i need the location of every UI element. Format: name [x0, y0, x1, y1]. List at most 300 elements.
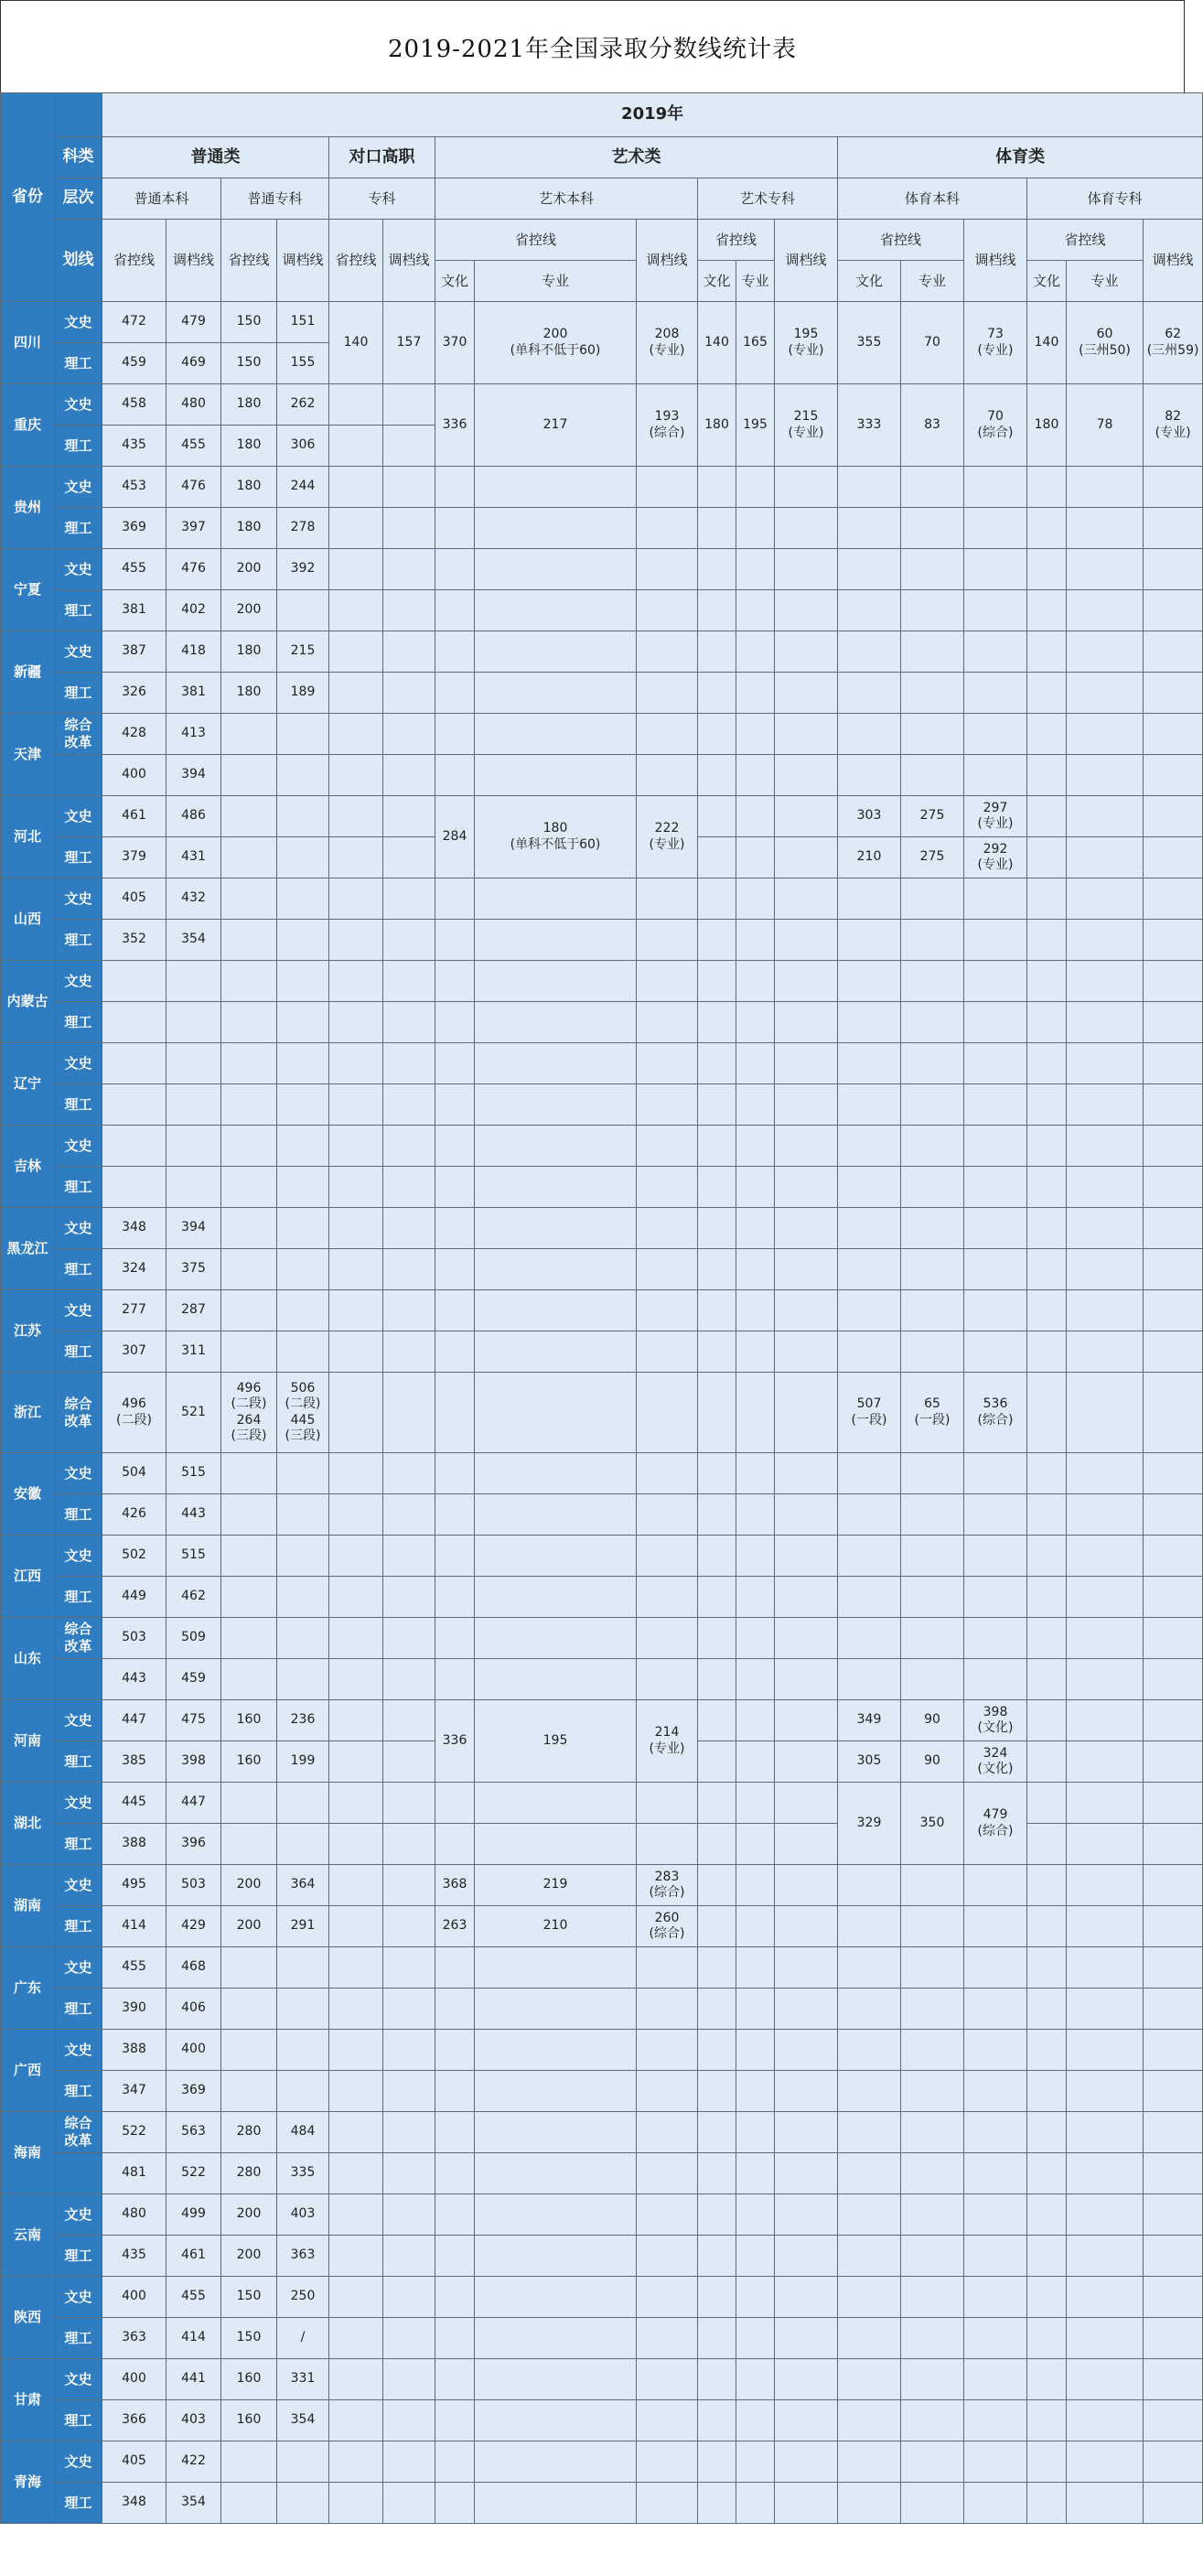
score-cell	[277, 1453, 329, 1494]
score-cell	[698, 2030, 736, 2071]
score-cell	[475, 673, 637, 714]
table-row	[1, 1453, 1203, 1494]
score-cell	[838, 1536, 901, 1577]
score-cell	[736, 2441, 775, 2483]
score-cell	[964, 631, 1027, 673]
score-cell	[1144, 1126, 1203, 1167]
score-cell	[435, 1947, 475, 1989]
score-cell	[775, 1741, 838, 1783]
score-cell	[1144, 1659, 1203, 1700]
score-cell	[329, 1783, 383, 1824]
score-cell	[637, 631, 698, 673]
table-row	[1, 1865, 1203, 1906]
score-cell	[329, 1208, 383, 1249]
score-cell	[221, 2030, 277, 2071]
line-wenhua: 文化	[698, 261, 736, 302]
score-cell	[329, 1126, 383, 1167]
score-cell: 366	[102, 2400, 166, 2441]
score-cell: 354	[277, 2400, 329, 2441]
score-cell: 445	[102, 1783, 166, 1824]
score-cell	[736, 1783, 775, 1824]
score-cell	[475, 1824, 637, 1865]
table-row	[1, 2483, 1203, 2524]
score-cell: 499	[166, 2194, 221, 2236]
score-cell	[698, 508, 736, 549]
score-cell: 140	[1027, 302, 1067, 384]
score-cell	[637, 1824, 698, 1865]
score-cell: /	[277, 2318, 329, 2359]
score-cell	[736, 1373, 775, 1453]
score-cell	[1027, 1373, 1067, 1453]
score-cell	[637, 1989, 698, 2030]
score-cell	[475, 1126, 637, 1167]
score-cell: 381	[102, 590, 166, 631]
score-cell	[221, 1453, 277, 1494]
score-cell	[838, 1453, 901, 1494]
score-cell	[901, 1536, 964, 1577]
score-cell	[775, 2318, 838, 2359]
score-cell	[102, 1043, 166, 1084]
table-row	[1, 1373, 1203, 1453]
score-cell	[435, 673, 475, 714]
score-cell	[1144, 1043, 1203, 1084]
score-cell: 78	[1067, 384, 1144, 467]
score-cell	[901, 590, 964, 631]
score-cell	[838, 2153, 901, 2194]
score-cell	[637, 1947, 698, 1989]
score-cell	[383, 1947, 435, 1989]
score-cell	[775, 1373, 838, 1453]
score-cell	[901, 1002, 964, 1043]
score-cell	[1067, 1290, 1144, 1331]
score-cell: 363	[277, 2236, 329, 2277]
score-cell: 428	[102, 714, 166, 755]
score-cell	[435, 1373, 475, 1453]
score-cell: 180	[221, 631, 277, 673]
score-cell	[838, 2277, 901, 2318]
score-cell: 403	[277, 2194, 329, 2236]
score-cell: 422	[166, 2441, 221, 2483]
score-cell	[329, 714, 383, 755]
score-cell	[901, 508, 964, 549]
score-cell	[329, 1494, 383, 1536]
score-cell	[277, 1989, 329, 2030]
score-cell	[964, 2277, 1027, 2318]
score-cell	[775, 1002, 838, 1043]
score-cell	[435, 1331, 475, 1373]
category-yishu: 艺术类	[435, 137, 838, 178]
score-cell	[1067, 1249, 1144, 1290]
score-cell	[475, 878, 637, 920]
score-cell	[277, 837, 329, 878]
province-name: 青海	[1, 2441, 55, 2524]
score-cell	[383, 1536, 435, 1577]
score-cell: 449	[102, 1577, 166, 1618]
score-cell: 476	[166, 549, 221, 590]
score-cell	[383, 2359, 435, 2400]
score-cell	[637, 1331, 698, 1373]
score-cell	[775, 2112, 838, 2153]
score-cell	[838, 1618, 901, 1659]
score-cell	[277, 1002, 329, 1043]
score-cell	[383, 796, 435, 837]
score-cell	[1144, 1208, 1203, 1249]
score-cell	[736, 2400, 775, 2441]
score-cell	[435, 549, 475, 590]
score-cell	[329, 2359, 383, 2400]
score-cell	[383, 467, 435, 508]
score-cell	[1027, 1989, 1067, 2030]
line-wenhua: 文化	[1027, 261, 1067, 302]
score-cell	[277, 1577, 329, 1618]
score-cell	[736, 2112, 775, 2153]
score-cell	[166, 1043, 221, 1084]
score-cell	[775, 2071, 838, 2112]
score-cell	[637, 2359, 698, 2400]
score-cell	[383, 1824, 435, 1865]
score-cell: 447	[102, 1700, 166, 1741]
score-cell	[277, 1783, 329, 1824]
score-cell	[964, 1453, 1027, 1494]
score-cell	[383, 2318, 435, 2359]
line-tiaodang: 调档线	[166, 220, 221, 302]
score-cell: 193 (综合)	[637, 384, 698, 467]
score-cell	[435, 1290, 475, 1331]
score-cell	[1144, 1577, 1203, 1618]
score-cell	[775, 920, 838, 961]
score-cell	[964, 2194, 1027, 2236]
score-cell: 370	[435, 302, 475, 384]
score-cell: 303	[838, 796, 901, 837]
score-cell	[1067, 1126, 1144, 1167]
score-cell	[1144, 2194, 1203, 2236]
score-cell	[1067, 2153, 1144, 2194]
score-cell	[964, 467, 1027, 508]
score-cell: 479 (综合)	[964, 1783, 1027, 1865]
score-cell	[1144, 1167, 1203, 1208]
score-cell	[1027, 920, 1067, 961]
score-cell	[435, 590, 475, 631]
score-cell	[475, 2236, 637, 2277]
score-cell: 70	[901, 302, 964, 384]
score-cell: 392	[277, 549, 329, 590]
score-cell	[475, 2153, 637, 2194]
score-cell	[475, 2318, 637, 2359]
score-cell	[637, 508, 698, 549]
score-cell: 458	[102, 384, 166, 426]
province-name: 海南	[1, 2112, 55, 2194]
score-cell	[901, 2071, 964, 2112]
page-title-box	[0, 0, 1185, 94]
score-cell: 180	[698, 384, 736, 467]
score-cell	[1027, 1453, 1067, 1494]
score-cell	[435, 2441, 475, 2483]
score-cell	[1144, 1453, 1203, 1494]
score-cell	[637, 2236, 698, 2277]
score-cell	[102, 1126, 166, 1167]
score-cell: 155	[277, 343, 329, 384]
score-cell	[1144, 1084, 1203, 1126]
score-cell	[1027, 590, 1067, 631]
score-cell: 292 (专业)	[964, 837, 1027, 878]
score-cell	[775, 2359, 838, 2400]
score-cell: 403	[166, 2400, 221, 2441]
score-cell: 329	[838, 1783, 901, 1865]
score-cell: 479	[166, 302, 221, 343]
table-row	[1, 1494, 1203, 1536]
score-cell	[383, 508, 435, 549]
score-cell	[736, 2071, 775, 2112]
subject-kind: 文史	[55, 467, 102, 508]
score-cell	[435, 2030, 475, 2071]
score-cell	[329, 1373, 383, 1453]
subject-kind: 理工	[55, 2483, 102, 2524]
score-cell: 200	[221, 1906, 277, 1947]
score-cell	[838, 2483, 901, 2524]
score-cell: 140	[329, 302, 383, 384]
score-cell	[1027, 1824, 1067, 1865]
table-row	[1, 508, 1203, 549]
subject-kind: 理工	[55, 1741, 102, 1783]
province-name: 陕西	[1, 2277, 55, 2359]
score-cell	[221, 1331, 277, 1373]
score-cell	[221, 1126, 277, 1167]
score-cell	[736, 1536, 775, 1577]
score-cell	[221, 1618, 277, 1659]
score-cell	[901, 1865, 964, 1906]
score-cell	[1067, 1659, 1144, 1700]
score-cell	[637, 1659, 698, 1700]
score-cell	[698, 2359, 736, 2400]
score-cell	[383, 1331, 435, 1373]
score-cell	[221, 1783, 277, 1824]
score-cell	[383, 714, 435, 755]
score-cell	[329, 2483, 383, 2524]
score-cell	[383, 1043, 435, 1084]
score-cell	[1027, 755, 1067, 796]
score-cell	[838, 508, 901, 549]
subject-kind: 文史	[55, 1947, 102, 1989]
score-cell	[736, 1167, 775, 1208]
level-putong-zhuanke: 普通专科	[221, 178, 329, 220]
score-cell	[838, 1084, 901, 1126]
score-cell	[775, 1618, 838, 1659]
score-cell: 180	[221, 384, 277, 426]
score-cell	[221, 1659, 277, 1700]
level-yishu-benke: 艺术本科	[435, 178, 698, 220]
score-cell: 263	[435, 1906, 475, 1947]
score-cell	[1144, 2153, 1203, 2194]
score-cell	[736, 2194, 775, 2236]
subject-kind: 文史	[55, 2359, 102, 2400]
province-name: 黑龙江	[1, 1208, 55, 1290]
province-name: 河北	[1, 796, 55, 878]
subject-kind: 综合 改革	[55, 714, 102, 755]
table-row	[1, 1331, 1203, 1373]
score-cell	[1144, 631, 1203, 673]
score-cell	[1067, 1331, 1144, 1373]
score-cell	[698, 2400, 736, 2441]
score-cell	[475, 961, 637, 1002]
score-cell	[1067, 1002, 1144, 1043]
year-header: 2019年	[102, 93, 1203, 137]
score-cell	[736, 1659, 775, 1700]
score-cell	[475, 2277, 637, 2318]
score-cell	[964, 590, 1027, 631]
score-cell: 62 (三州59)	[1144, 302, 1203, 384]
province-name: 宁夏	[1, 549, 55, 631]
score-cell	[1144, 2277, 1203, 2318]
score-cell: 326	[102, 673, 166, 714]
score-cell	[329, 1618, 383, 1659]
score-cell	[901, 2277, 964, 2318]
score-cell: 284	[435, 796, 475, 878]
score-cell	[1027, 2400, 1067, 2441]
score-cell	[637, 755, 698, 796]
table-row	[1, 1947, 1203, 1989]
score-cell	[637, 2483, 698, 2524]
score-cell	[901, 1167, 964, 1208]
score-cell: 481	[102, 2153, 166, 2194]
score-cell	[1144, 878, 1203, 920]
score-cell	[775, 590, 838, 631]
score-cell	[901, 2483, 964, 2524]
score-cell	[221, 1208, 277, 1249]
score-cell	[329, 590, 383, 631]
score-cell	[435, 2236, 475, 2277]
score-cell	[964, 1947, 1027, 1989]
score-cell	[901, 631, 964, 673]
score-cell: 210	[475, 1906, 637, 1947]
score-cell	[1144, 2236, 1203, 2277]
score-cell	[1067, 467, 1144, 508]
score-cell	[221, 1947, 277, 1989]
score-cell	[1027, 1700, 1067, 1741]
score-cell	[277, 1618, 329, 1659]
score-cell	[221, 1167, 277, 1208]
score-cell: 262	[277, 384, 329, 426]
score-cell	[1144, 2030, 1203, 2071]
score-cell	[698, 1989, 736, 2030]
score-cell	[838, 2112, 901, 2153]
score-cell	[1027, 2071, 1067, 2112]
line-shengkong: 省控线	[838, 220, 964, 261]
score-cell	[221, 796, 277, 837]
score-cell: 180	[221, 426, 277, 467]
score-cell	[1144, 796, 1203, 837]
score-cell: 180	[221, 508, 277, 549]
score-cell	[102, 961, 166, 1002]
score-cell	[277, 714, 329, 755]
score-cell	[221, 920, 277, 961]
score-cell: 354	[166, 920, 221, 961]
score-cell	[736, 920, 775, 961]
score-cell	[637, 2071, 698, 2112]
score-cell: 354	[166, 2483, 221, 2524]
score-cell	[1144, 2112, 1203, 2153]
score-cell	[435, 1002, 475, 1043]
score-cell	[1067, 2236, 1144, 2277]
score-cell	[698, 878, 736, 920]
subject-kind	[55, 1659, 102, 1700]
score-cell	[838, 1002, 901, 1043]
score-cell	[698, 1865, 736, 1906]
score-cell: 275	[901, 796, 964, 837]
score-cell	[1067, 508, 1144, 549]
score-cell	[637, 920, 698, 961]
table-row	[1, 549, 1203, 590]
level-putong-benke: 普通本科	[102, 178, 221, 220]
score-cell	[775, 1453, 838, 1494]
score-cell	[329, 755, 383, 796]
score-cell: 200	[221, 2236, 277, 2277]
score-cell: 189	[277, 673, 329, 714]
score-cell	[475, 1167, 637, 1208]
score-cell	[166, 1084, 221, 1126]
score-cell	[964, 1989, 1027, 2030]
subject-kind: 综合 改革	[55, 2112, 102, 2153]
score-cell	[329, 467, 383, 508]
subject-kind: 综合 改革	[55, 1373, 102, 1453]
score-cell: 462	[166, 1577, 221, 1618]
score-cell	[637, 2030, 698, 2071]
score-cell	[383, 2400, 435, 2441]
score-cell	[698, 2441, 736, 2483]
score-cell	[1144, 1290, 1203, 1331]
line-tiaodang: 调档线	[1144, 220, 1203, 302]
subject-kind: 文史	[55, 796, 102, 837]
score-cell	[736, 549, 775, 590]
score-cell: 140	[698, 302, 736, 384]
score-cell	[383, 1373, 435, 1453]
score-cell	[698, 1043, 736, 1084]
score-cell	[901, 673, 964, 714]
score-cell	[329, 2112, 383, 2153]
score-cell	[838, 2441, 901, 2483]
score-cell: 461	[166, 2236, 221, 2277]
score-cell: 522	[166, 2153, 221, 2194]
score-cell	[775, 1331, 838, 1373]
score-cell: 400	[166, 2030, 221, 2071]
score-cell	[435, 2071, 475, 2112]
score-cell	[775, 1126, 838, 1167]
score-cell	[964, 920, 1027, 961]
score-cell	[775, 2153, 838, 2194]
score-cell	[637, 1290, 698, 1331]
score-cell	[1027, 2318, 1067, 2359]
line-shengkong: 省控线	[329, 220, 383, 302]
score-cell	[383, 1865, 435, 1906]
province-name: 贵州	[1, 467, 55, 549]
score-cell	[1067, 1536, 1144, 1577]
score-cell	[637, 2194, 698, 2236]
score-cell: 160	[221, 2359, 277, 2400]
subject-kind: 理工	[55, 1002, 102, 1043]
score-cell	[736, 1126, 775, 1167]
score-cell	[838, 1126, 901, 1167]
score-cell	[736, 1331, 775, 1373]
score-cell	[221, 755, 277, 796]
score-cell	[475, 2400, 637, 2441]
score-cell	[838, 1043, 901, 1084]
score-cell: 405	[102, 2441, 166, 2483]
score-cell: 369	[102, 508, 166, 549]
score-cell	[901, 549, 964, 590]
province-name: 河南	[1, 1700, 55, 1783]
score-cell	[1144, 1373, 1203, 1453]
score-cell	[329, 1002, 383, 1043]
score-cell: 432	[166, 878, 221, 920]
